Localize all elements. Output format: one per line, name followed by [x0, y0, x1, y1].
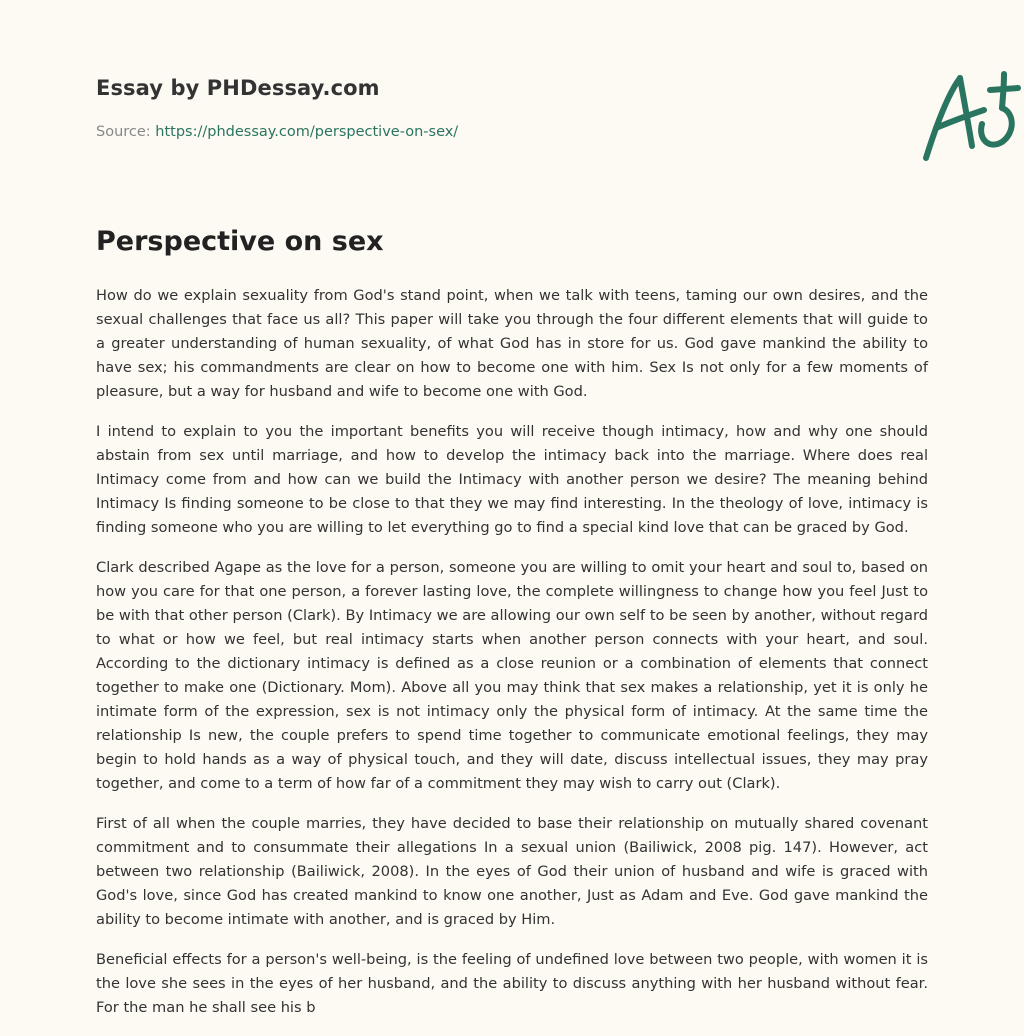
site-brand: Essay by PHDessay.com: [96, 76, 380, 100]
source-label: Source:: [96, 124, 156, 140]
essay-title: Perspective on sex: [96, 226, 384, 257]
source-link[interactable]: https://phdessay.com/perspective-on-sex/: [155, 124, 459, 140]
source-line: [96, 124, 458, 140]
paragraph: How do we explain sexuality from God's stand point, when we talk with teens, taming our own desires, and the sexual challenges that face us all? This paper will take you through the four different elements that will guide to a greater understanding of human sexuality, of what God has in store for us. God gave mankind the ability to have sex; his commandments are clear on how to become one with him. Sex Is not only for a few moments of pleasure, but a way for husband and wife to become one with God.: [96, 287, 928, 400]
paragraph: First of all when the couple marries, they have decided to base their relationship on mutually shared covenant commitment and to consummate their allegations In a sexual union (Bailiwick, 2008 pig. 147). However, act between two relationship (Bailiwick, 2008). In the eyes of God their union of husband and wife is graced with God's love, since God has created mankind to know one another, Just as Adam and Eve. God gave mankind the ability to become intimate with another, and is graced by Him.: [96, 815, 928, 928]
essay-body: [96, 284, 928, 1036]
paragraph: Beneficial effects for a person's well-being, is the feeling of undefined love between two people, with women it is the love she sees in the eyes of her husband, and the ability to discuss anything with her husband without fear. For the man he shall see his b: [96, 951, 928, 1016]
paragraph: I intend to explain to you the important benefits you will receive though intimacy, how and why one should abstain from sex until marriage, and how to develop the intimacy back into the marriage. Where does real Intimacy come from and how can we build the Intimacy with another person we desire? The meaning behind Intimacy Is finding someone to be close to that they we may find interesting. In the theology of love, intimacy is finding someone who you are willing to let everything go to find a special kind love that can be graced by God.: [96, 423, 928, 536]
paragraph: Clark described Agape as the love for a person, someone you are willing to omit your heart and soul to, based on how you care for that one person, a forever lasting love, the complete willingness to change how you feel Just to be with that other person (Clark). By Intimacy we are allowing our own self to be seen by another, without regard to what or how we feel, but real intimacy starts when another person connects with your heart, and soul. According to the dictionary intimacy is defined as a close reunion or a combination of elements that connect together to make one (Dictionary. Mom). Above all you may think that sex makes a relationship, yet it is only he intimate form of the expression, sex is not intimacy only the physical form of intimacy. At the same time the relationship Is new, the couple prefers to spend time together to communicate emotional feelings, they may begin to hold hands as a way of physical touch, and they will date, discuss intellectual issues, they may pray together, and come to a term of how far of a commitment they may wish to carry out (Clark).: [96, 559, 928, 792]
a-plus-grade-icon: [914, 66, 1024, 166]
